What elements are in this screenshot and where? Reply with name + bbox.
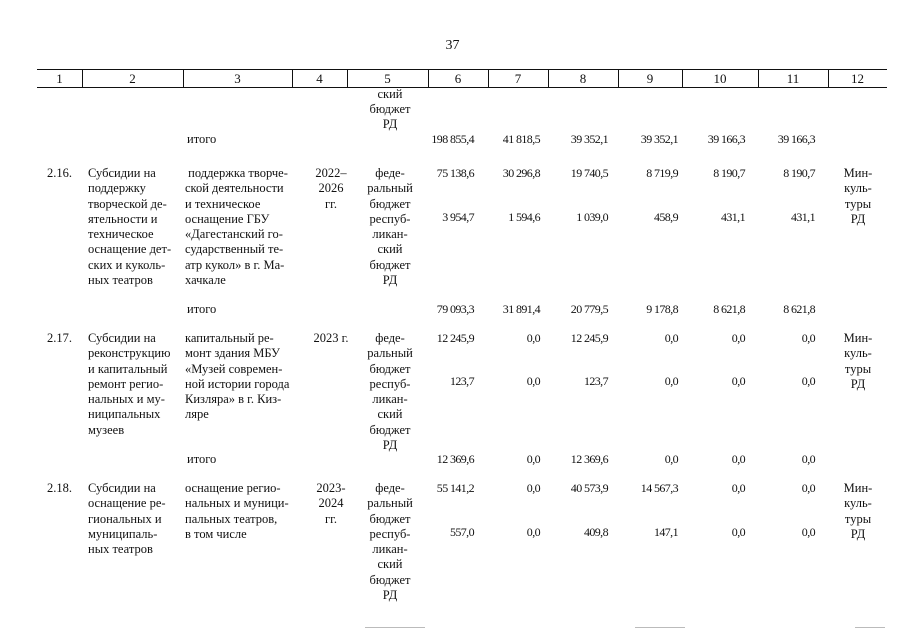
scan-artifact	[365, 627, 425, 628]
regional-value: 0,0	[801, 525, 815, 539]
row-source: феде- ральный бюджет респуб- ликан- ский бюджет РД	[367, 331, 413, 453]
fragment-source-line: бюджет	[369, 102, 411, 116]
total-value: 20 779,5	[570, 302, 608, 316]
regional-value: 0,0	[801, 374, 815, 388]
total-value: 12 369,6	[570, 452, 608, 466]
federal-value: 0,0	[664, 331, 678, 345]
federal-value: 14 567,3	[640, 481, 678, 495]
regional-value: 0,0	[664, 374, 678, 388]
regional-value: 431,1	[790, 210, 815, 224]
federal-value: 12 245,9	[436, 331, 474, 345]
row-activity: оснащение регио- нальных и муници- пальных театров, в том числе	[185, 481, 289, 541]
total-value: 9 178,8	[646, 302, 678, 316]
header-col-9: 9	[646, 71, 654, 86]
header-col-10: 10	[713, 71, 727, 86]
fragment-total-value: 39 352,1	[640, 132, 678, 146]
regional-value: 431,1	[720, 210, 745, 224]
federal-value: 0,0	[801, 481, 815, 495]
federal-value: 30 296,8	[502, 166, 540, 180]
row-executor: Мин- куль- туры РД	[843, 481, 873, 541]
fragment-total-value: 39 166,3	[707, 132, 745, 146]
header-col-1: 1	[56, 71, 63, 86]
regional-value: 409,8	[583, 525, 608, 539]
row-total-label: итого	[187, 302, 217, 316]
federal-value: 40 573,9	[570, 481, 608, 495]
header-col-12: 12	[851, 71, 864, 86]
header-col-11: 11	[786, 71, 800, 86]
page-number: 37	[445, 38, 460, 53]
row-executor: Мин- куль- туры РД	[843, 166, 873, 226]
regional-value: 0,0	[526, 525, 540, 539]
total-value: 0,0	[526, 452, 540, 466]
federal-value: 8 190,7	[713, 166, 745, 180]
row-activity: поддержка творче- ской деятельности и техническое оснащение ГБУ «Дагестанский го- сударственный те- атр кукол» в г. Ма- хачкале	[185, 166, 288, 288]
header-col-2: 2	[129, 71, 136, 86]
row-period: 2023 г.	[313, 331, 349, 345]
row-number: 2.18.	[47, 481, 72, 495]
header-col-4: 4	[316, 71, 323, 86]
row-executor: Мин- куль- туры РД	[843, 331, 873, 391]
federal-value: 12 245,9	[570, 331, 608, 345]
scan-artifact	[855, 627, 885, 628]
row-name: Субсидии на реконструкцию и капитальный ремонт регио- нальных и му- ниципальных музеев	[88, 331, 171, 437]
regional-value: 557,0	[449, 525, 474, 539]
fragment-total-label: итого	[187, 132, 217, 146]
scan-artifact	[635, 627, 685, 628]
fragment-source-line: РД	[382, 117, 398, 131]
federal-value: 19 740,5	[570, 166, 608, 180]
federal-value: 0,0	[526, 481, 540, 495]
total-value: 0,0	[731, 452, 745, 466]
fragment-total-value: 198 855,4	[431, 132, 474, 146]
row-number: 2.16.	[47, 166, 72, 180]
row-source: феде- ральный бюджет респуб- ликан- ский бюджет РД	[367, 166, 413, 288]
total-value: 8 621,8	[783, 302, 815, 316]
header-col-6: 6	[454, 71, 462, 86]
total-value: 0,0	[664, 452, 678, 466]
fragment-total-value: 39 352,1	[570, 132, 608, 146]
regional-value: 1 039,0	[576, 210, 608, 224]
federal-value: 55 141,2	[436, 481, 474, 495]
row-activity: капитальный ре- монт здания МБУ «Музей современ- ной истории города Кизляра» в г. Киз- ляре	[185, 331, 290, 422]
table-header	[37, 69, 887, 88]
regional-value: 123,7	[449, 374, 474, 388]
regional-value: 458,9	[653, 210, 678, 224]
total-value: 12 369,6	[436, 452, 474, 466]
federal-value: 0,0	[526, 331, 540, 345]
regional-value: 1 594,6	[508, 210, 540, 224]
header-col-8: 8	[579, 71, 587, 86]
regional-value: 123,7	[583, 374, 608, 388]
header-col-3: 3	[234, 71, 241, 86]
federal-value: 0,0	[801, 331, 815, 345]
federal-value: 75 138,6	[436, 166, 474, 180]
total-value: 0,0	[801, 452, 815, 466]
header-col-7: 7	[514, 71, 522, 86]
total-value: 31 891,4	[502, 302, 540, 316]
row-number: 2.17.	[47, 331, 72, 345]
regional-value: 0,0	[526, 374, 540, 388]
regional-value: 0,0	[731, 525, 745, 539]
total-value: 8 621,8	[713, 302, 745, 316]
row-period: 2022– 2026 гг.	[315, 166, 347, 211]
row-name: Субсидии на оснащение ре- гиональных и муниципаль- ных театров	[88, 481, 166, 557]
regional-value: 3 954,7	[442, 210, 474, 224]
fragment-total-value: 41 818,5	[502, 132, 540, 146]
row-source: феде- ральный бюджет респуб- ликан- ский бюджет РД	[367, 481, 413, 603]
header-col-5: 5	[384, 71, 391, 86]
federal-value: 0,0	[731, 481, 745, 495]
federal-value: 0,0	[731, 331, 745, 345]
row-total-label: итого	[187, 452, 217, 466]
federal-value: 8 190,7	[783, 166, 815, 180]
fragment-total-value: 39 166,3	[777, 132, 815, 146]
fragment-source-line: ский	[377, 87, 403, 101]
regional-value: 0,0	[731, 374, 745, 388]
total-value: 79 093,3	[436, 302, 474, 316]
regional-value: 147,1	[653, 525, 678, 539]
row-period: 2023- 2024 гг.	[316, 481, 346, 526]
row-name: Субсидии на поддержку творческой де- ятельности и техническое оснащение дет- ских и куколь- ных театров	[88, 166, 172, 288]
federal-value: 8 719,9	[646, 166, 678, 180]
